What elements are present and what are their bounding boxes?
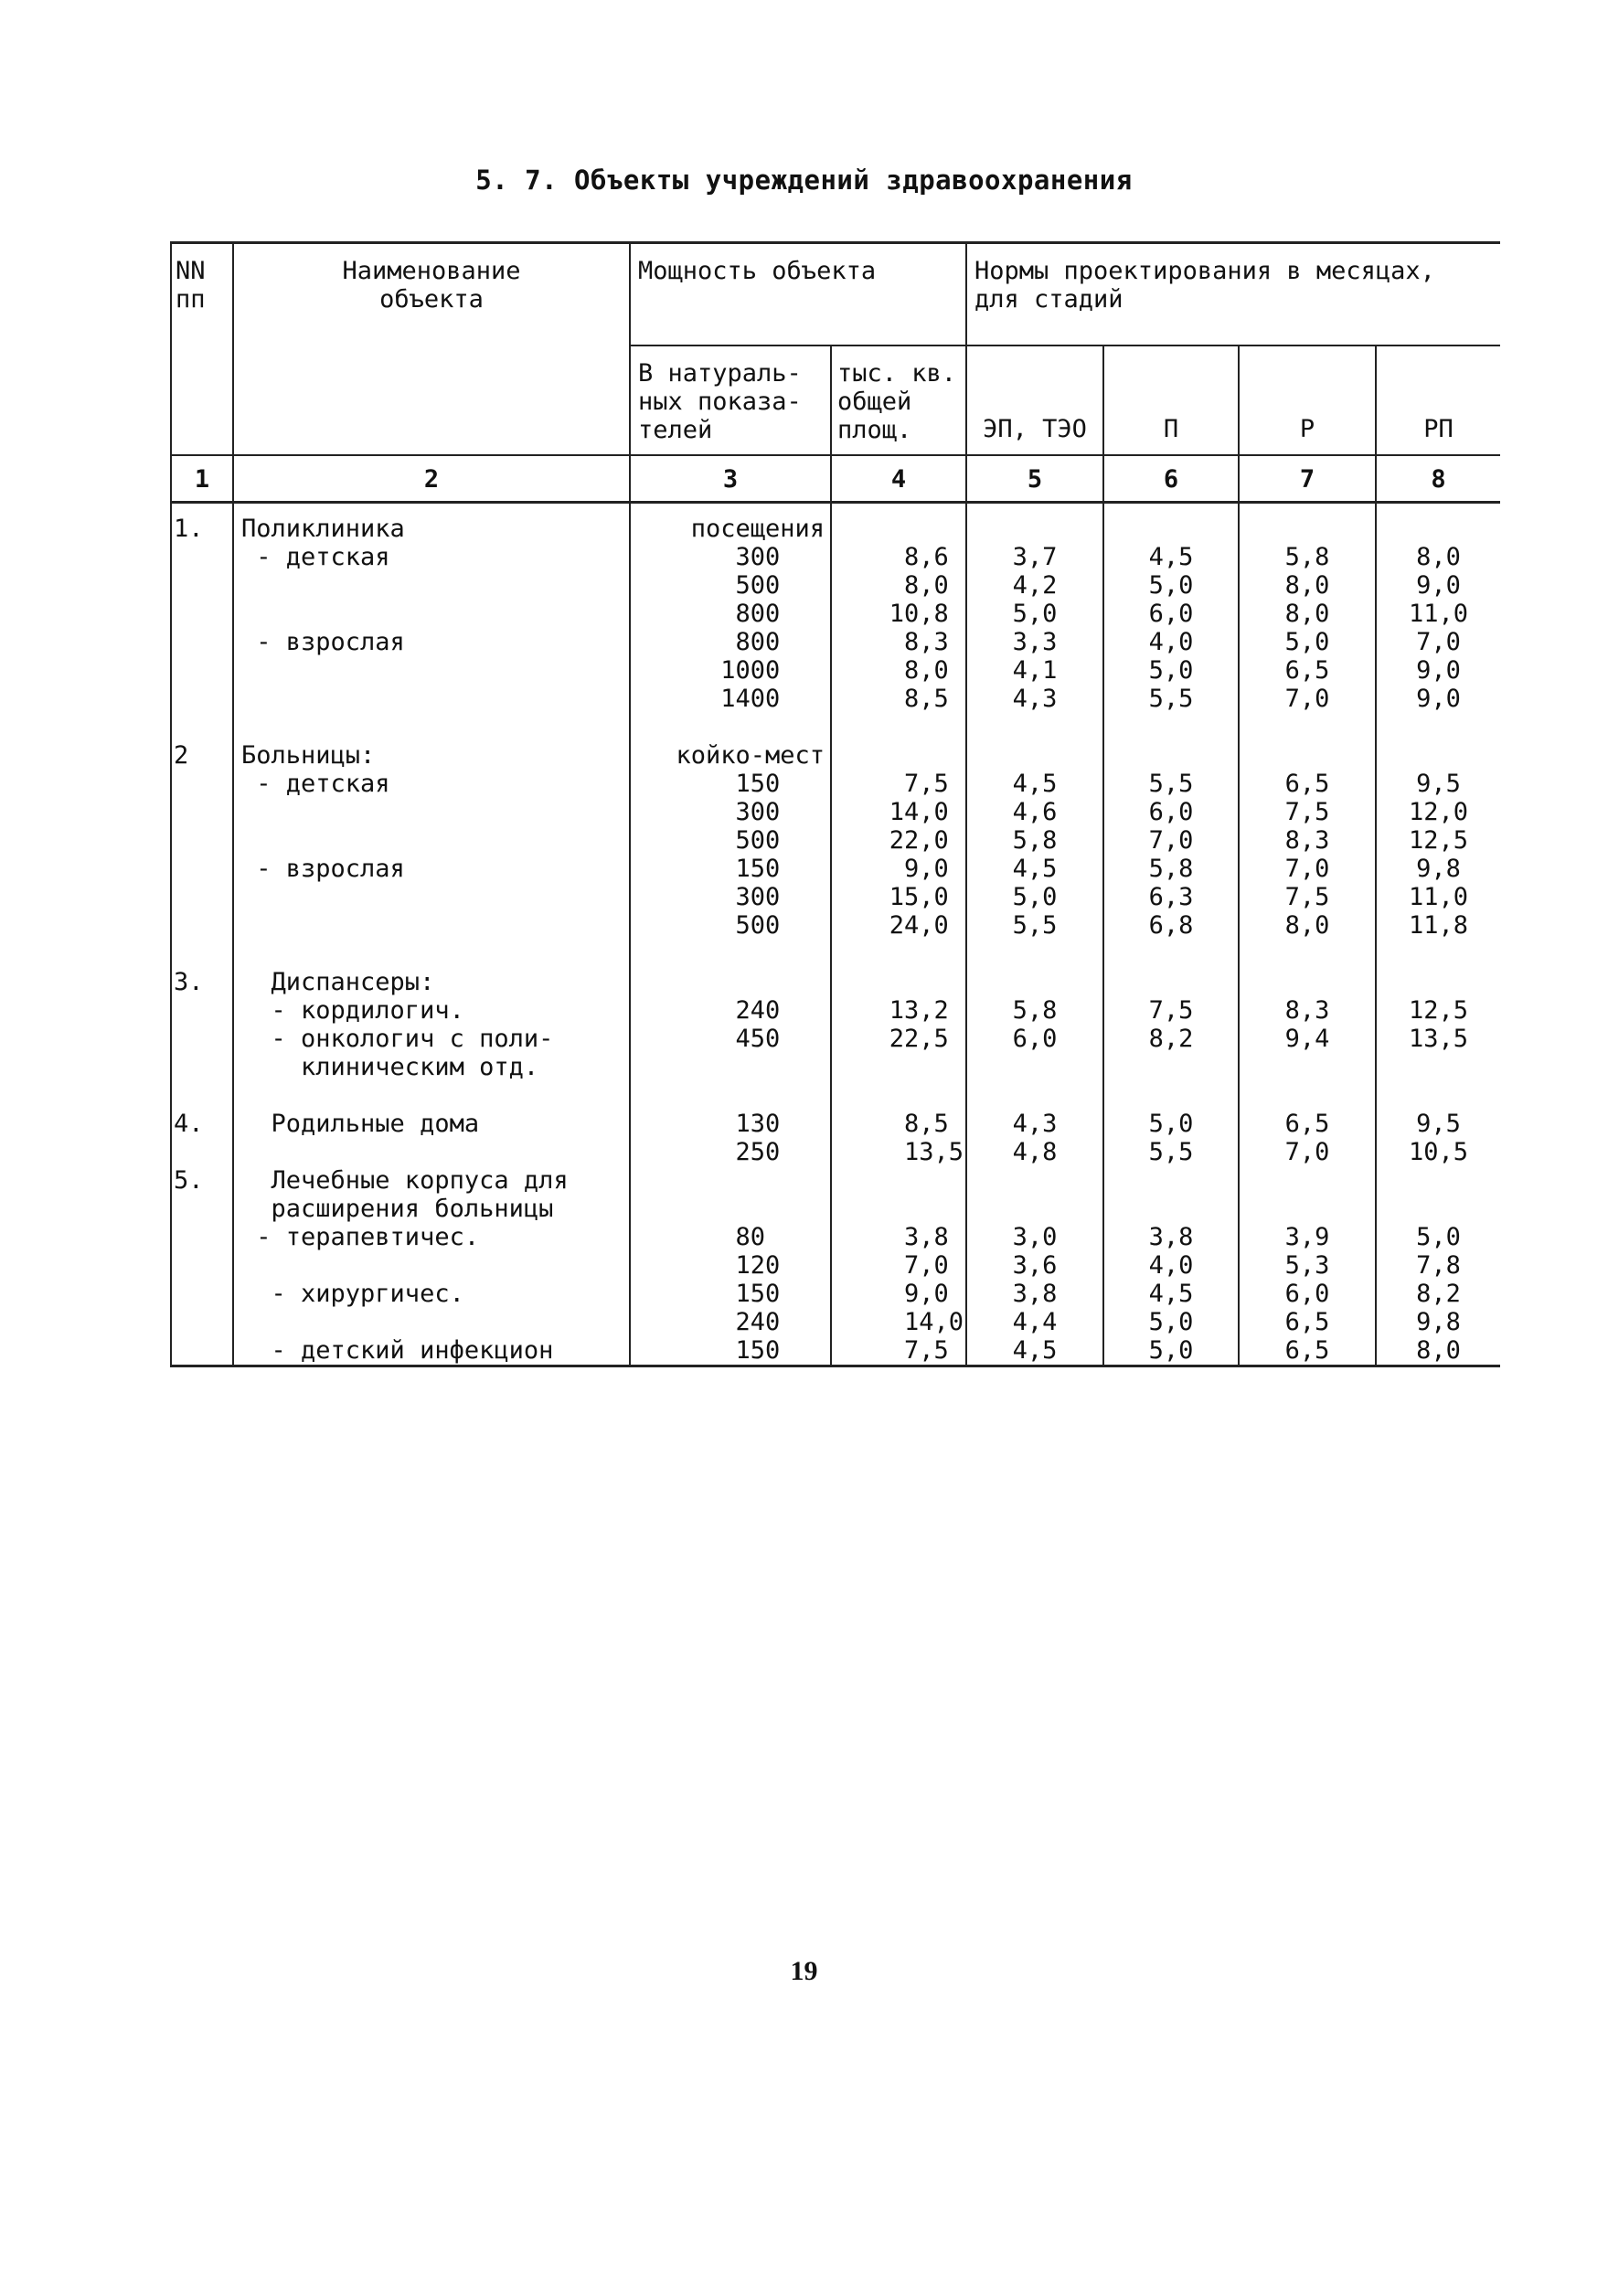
header-stage-ep: ЭП, ТЭО <box>966 345 1103 455</box>
body-col-no: 1. 2 3. 4. 5. <box>171 503 233 1366</box>
column-number: 7 <box>1239 455 1376 503</box>
body-col-natural: посещения 300 500 800 800 1000 1400 койко-мест 150 300 500 150 300 500 240 450 130 250 80 120 150 240 150 <box>630 503 831 1366</box>
column-number: 4 <box>831 455 966 503</box>
body-col-name: Поликлиника - детская - взрослая Больницы: - детская - взрослая Диспансеры: - кордилогич. - онкологич с поли- клиническим отд. Родильные дома Лечебные корпуса для расширения больницы - терапевтичес. - хирургичес. - детский инфекцион <box>233 503 630 1366</box>
page-title: 5. 7. Объекты учреждений здравоохранения <box>475 165 1133 196</box>
header-col-name: Наименование объекта <box>233 243 630 456</box>
body-col-ep: 3,7 4,2 5,0 3,3 4,1 4,3 4,5 4,6 5,8 4,5 5,0 5,5 5,8 6,0 4,3 4,8 3,0 3,6 3,8 4,4 4,5 <box>966 503 1103 1366</box>
body-col-r: 5,8 8,0 8,0 5,0 6,5 7,0 6,5 7,5 8,3 7,0 7,5 8,0 8,3 9,4 6,5 7,0 3,9 5,3 6,0 6,5 6,5 <box>1239 503 1376 1366</box>
header-norms: Нормы проектирования в месяцах, для стадий <box>966 243 1500 346</box>
column-number: 5 <box>966 455 1103 503</box>
column-number: 3 <box>630 455 831 503</box>
norms-table <box>170 241 1500 1367</box>
page-number: 19 <box>790 1956 818 1986</box>
header-natural: В натураль- ных показа- телей <box>630 345 831 455</box>
header-stage-rp: РП <box>1376 345 1500 455</box>
column-number: 6 <box>1103 455 1239 503</box>
body-col-rp: 8,0 9,0 11,0 7,0 9,0 9,0 9,5 12,0 12,5 9,8 11,0 11,8 12,5 13,5 9,5 10,5 5,0 7,8 8,2 9,8 8,0 <box>1376 503 1500 1366</box>
header-stage-r: Р <box>1239 345 1376 455</box>
body-col-p: 4,5 5,0 6,0 4,0 5,0 5,5 5,5 6,0 7,0 5,8 6,3 6,8 7,5 8,2 5,0 5,5 3,8 4,0 4,5 5,0 5,0 <box>1103 503 1239 1366</box>
header-area: тыс. кв. общей площ. <box>831 345 966 455</box>
header-col-no: NN пп <box>171 243 233 456</box>
column-number: 2 <box>233 455 630 503</box>
column-number: 8 <box>1376 455 1500 503</box>
column-number: 1 <box>171 455 233 503</box>
body-col-area: 8,6 8,0 10,8 8,3 8,0 8,5 7,5 14,0 22,0 9,0 15,0 24,0 13,2 22,5 8,5 13,5 3,8 7,0 9,0 14,0 7,5 <box>831 503 966 1366</box>
header-capacity: Мощность объекта <box>630 243 966 346</box>
header-stage-p: П <box>1103 345 1239 455</box>
